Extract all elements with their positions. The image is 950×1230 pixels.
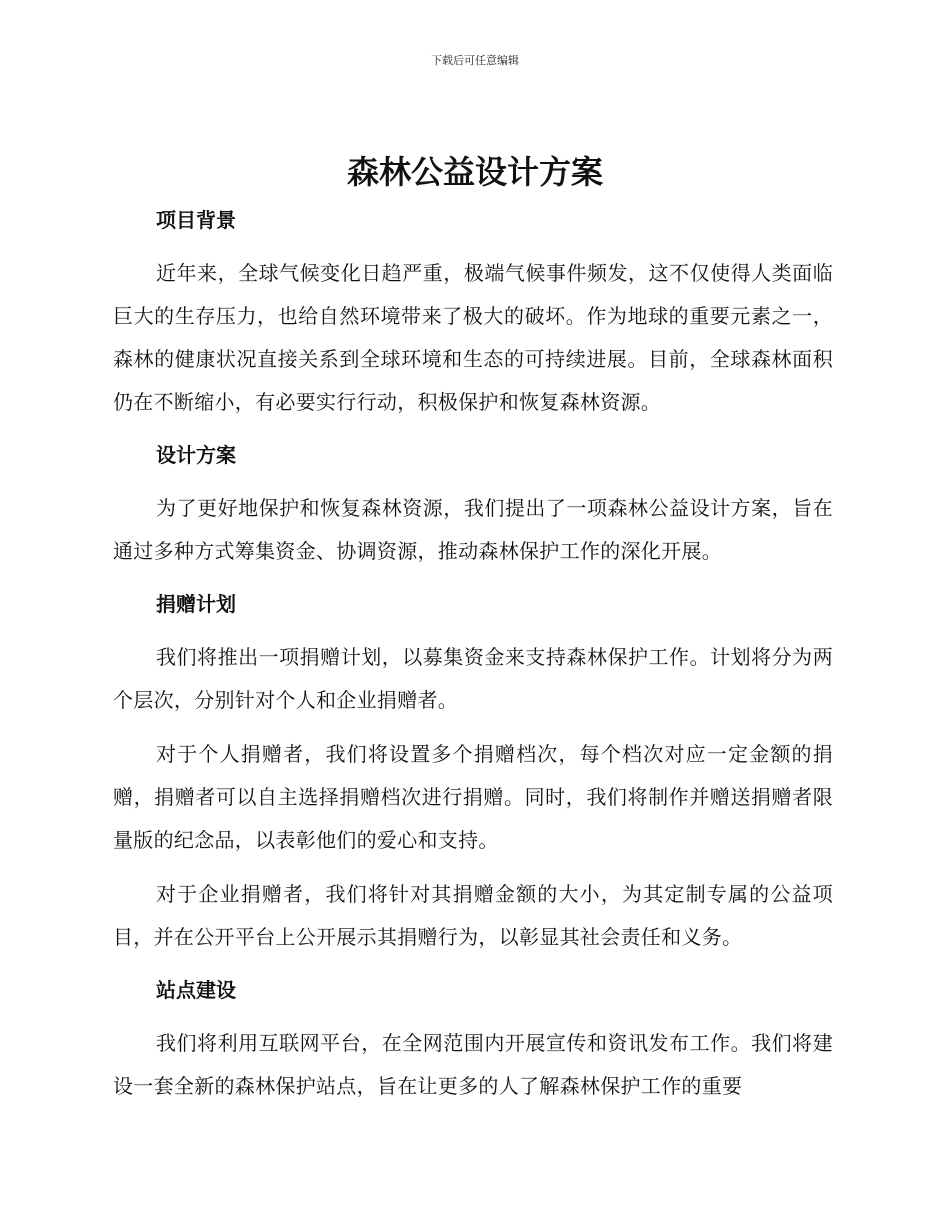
page-header-note: 下载后可任意编辑 <box>431 54 519 67</box>
paragraph: 对于企业捐赠者，我们将针对其捐赠金额的大小，为其定制专属的公益项目，并在公开平台上公开展示其捐赠行为，以彰显其社会责任和义务。 <box>113 882 833 949</box>
paragraph: 对于个人捐赠者，我们将设置多个捐赠档次，每个档次对应一定金额的捐赠，捐赠者可以自主选择捐赠档次进行捐赠。同时，我们将制作并赠送捐赠者限量版的纪念品，以表彰他们的爱心和支持。 <box>113 742 833 852</box>
document-title: 森林公益设计方案 <box>346 153 603 191</box>
paragraph: 为了更好地保护和恢复森林资源，我们提出了一项森林公益设计方案，旨在通过多种方式筹集资金、协调资源，推动森林保护工作的深化开展。 <box>113 496 833 563</box>
paragraph: 我们将利用互联网平台，在全网范围内开展宣传和资讯发布工作。我们将建设一套全新的森林保护站点，旨在让更多的人了解森林保护工作的重要 <box>113 1031 833 1098</box>
paragraph: 近年来，全球气候变化日趋严重，极端气候事件频发，这不仅使得人类面临巨大的生存压力，也给自然环境带来了极大的破坏。作为地球的重要元素之一，森林的健康状况直接关系到全球环境和生态的可持续进展。目前，全球森林面积仍在不断缩小，有必要实行行动，积极保护和恢复森林资源。 <box>113 261 833 414</box>
document-body <box>113 200 833 1108</box>
section-heading-design-plan: 设计方案 <box>156 443 236 467</box>
section-heading-background: 项目背景 <box>156 208 236 232</box>
section-heading-donation-plan: 捐赠计划 <box>156 592 236 616</box>
paragraph: 我们将推出一项捐赠计划，以募集资金来支持森林保护工作。计划将分为两个层次，分别针对个人和企业捐赠者。 <box>113 645 833 712</box>
section-heading-site-building: 站点建设 <box>156 978 236 1002</box>
